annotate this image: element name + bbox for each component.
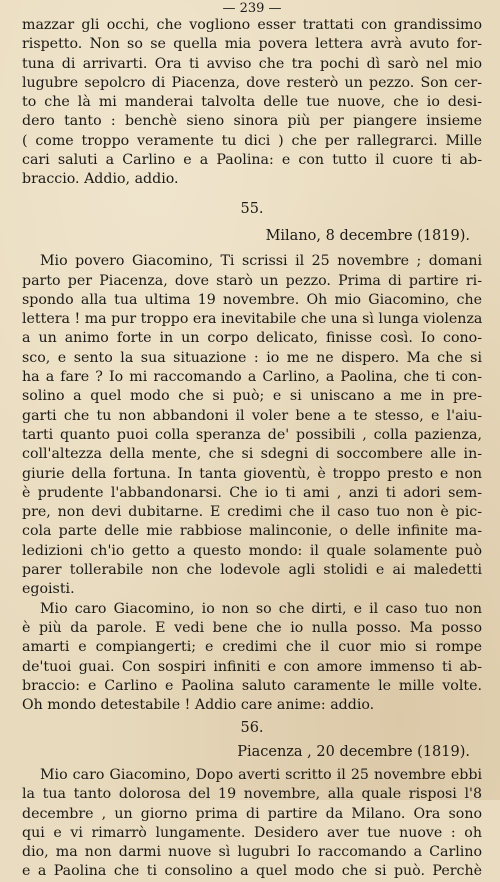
letter-number: 56. — [240, 720, 264, 737]
letter-dateline: Milano, 8 decembre (1819). — [265, 227, 470, 244]
text-line: lugubre sepolcro di Piacenza, dove resterò un pezzo. Son cer- — [22, 74, 482, 91]
letter-dateline: Piacenza , 20 decembre (1819). — [237, 743, 470, 760]
text-line: braccio. Addio, addio. — [22, 171, 179, 188]
text-line: dio, ma non darmi nuove sì lugubri Io raccomando a Carlino — [22, 844, 482, 861]
text-line: pre, non devi dubitarne. E credimi che il caso tuo non è pic- — [22, 504, 482, 521]
text-line: e a Paolina che ti consolino a quel modo che si può. Perchè — [22, 863, 482, 880]
text-line: to che là mi manderai talvolta delle tue nuove, che io desi- — [22, 94, 482, 111]
text-line: solino a quel modo che si può; e si uniscano a me in pre- — [22, 388, 482, 405]
text-line: ledizioni ch'io getto a questo mondo: il quale solamente può — [22, 542, 482, 559]
text-line: dero tanto : benchè sieno sinora più per piangere insieme — [22, 113, 482, 130]
text-line: de'tuoi guai. Con sospiri infiniti e con amore immenso ti ab- — [22, 658, 482, 675]
letter-56-paragraph-1 — [22, 766, 482, 882]
text-line: tarti quanto puoi colla speranza de' possibili , colla pazienza, — [22, 426, 482, 443]
text-line: Mio povero Giacomino, Ti scrissi il 25 novembre ; domani — [40, 253, 482, 270]
text-line: egoisti. — [22, 581, 75, 598]
text-line: decembre , un giorno prima di partire da Milano. Ora sono — [22, 805, 482, 822]
text-line: Mio caro Giacomino, Dopo averti scritto il 25 novembre ebbi — [40, 766, 482, 783]
letter-55-paragraph-2 — [22, 600, 482, 716]
letter-55-paragraph-1 — [22, 252, 482, 599]
text-line: sco, e sento la sua situazione : io me ne dispero. Ma che si — [22, 349, 482, 366]
text-line: coll'altezza della mente, che si sdegni di soccombere alle in- — [22, 446, 482, 463]
text-line: qui e vi rimarrò lungamente. Desidero aver tue nuove : oh — [22, 824, 482, 841]
text-line: tuna di arrivarti. Ora ti avviso che tra pochi dì sarò nel mio — [22, 55, 482, 72]
text-line: braccio: e Carlino e Paolina saluto caramente le mille volte. — [22, 677, 482, 694]
text-line: Mio caro Giacomino, io non so che dirti, e il caso tuo non — [40, 600, 482, 617]
text-line: cola parte delle mie rabbiose malinconie, o delle infinite ma- — [22, 523, 482, 540]
letter-number: 55. — [240, 200, 264, 217]
text-line: ( come troppo veramente tu dici ) che per rallegrarci. Mille — [22, 132, 482, 149]
text-line: è prudente l'abbandonarsi. Che io ti ami , anzi ti adori sem- — [22, 484, 482, 501]
text-line: spondo alla tua ultima 19 novembre. Oh mio Giacomino, che — [22, 291, 482, 308]
text-line: cari saluti a Carlino e a Paolina: e con tutto il cuore ti ab- — [22, 152, 482, 169]
text-line: ha a fare ? Io mi raccomando a Carlino, a Paolina, che ti con- — [22, 369, 482, 386]
text-line: la tua tanto dolorosa del 19 novembre, alla quale risposi l'8 — [22, 786, 482, 803]
text-line: garti che tu non abbandoni il voler bene a te stesso, e l'aiu- — [22, 407, 482, 424]
text-line: rispetto. Non so se quella mia povera lettera avrà avuto for- — [22, 36, 482, 53]
text-line: è più da parole. E vedi bene che io nulla posso. Ma posso — [22, 619, 482, 636]
text-line: Oh mondo detestabile ! Addio care anime: addio. — [22, 697, 375, 714]
text-line: parer tollerabile non che lodevole agli stolidi e ai maledetti — [22, 562, 482, 579]
text-line: amarti e compiangerti; e credimi che il cuor mio si rompe — [22, 639, 482, 656]
continued-letter-text — [22, 16, 482, 190]
text-line: mazzar gli occhi, che vogliono esser trattati con grandissimo — [22, 17, 482, 33]
text-line: giurie della fortuna. In tanta gioventù, è troppo presto e non — [22, 465, 482, 482]
text-line: parto per Piacenza, dove starò un pezzo. Prima di partire ri- — [22, 272, 482, 289]
text-line: a un animo forte in un corpo delicato, finisse così. Io cono- — [22, 330, 482, 347]
page-number: — 239 — — [222, 2, 282, 14]
text-line: lettera ! ma pur troppo era inevitabile che una sì lunga violenza — [22, 311, 482, 328]
